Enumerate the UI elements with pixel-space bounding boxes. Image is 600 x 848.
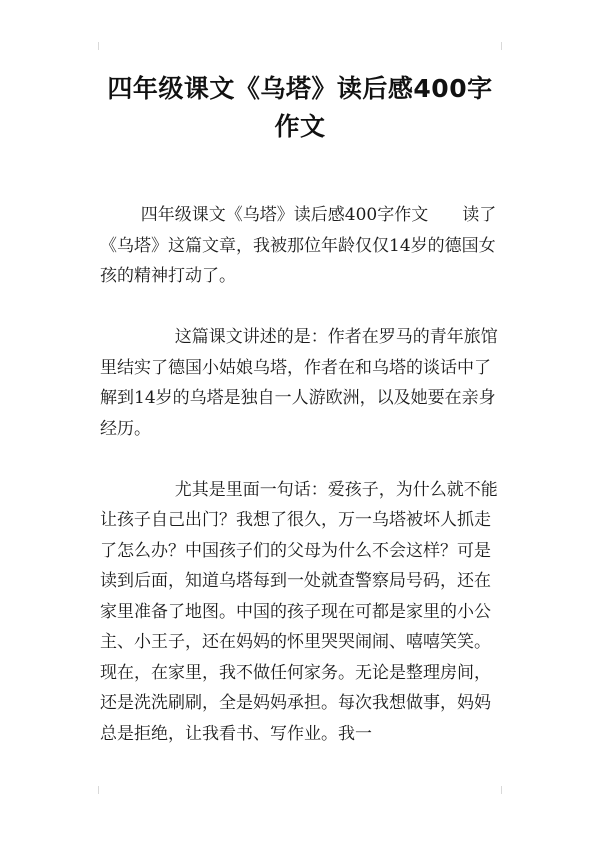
page-corner-mark	[98, 786, 99, 794]
document-body	[100, 200, 503, 780]
page-corner-mark	[501, 42, 502, 50]
paragraph-summary: 这篇课文讲述的是：作者在罗马的青年旅馆里结实了德国小姑娘乌塔，作者在和乌塔的谈话中了解到14岁的乌塔是独自一人游欧洲，以及她要在亲身经历。	[100, 327, 498, 439]
page-corner-mark	[98, 42, 99, 50]
page-corner-mark	[501, 786, 502, 794]
document-title: 四年级课文《乌塔》读后感400字作文	[107, 74, 493, 141]
paragraph-intro: 四年级课文《乌塔》读后感400字作文 读了《乌塔》这篇文章，我被那位年龄仅仅14岁的德国女孩的精神打动了。	[100, 205, 497, 286]
paragraph-reflection: 尤其是里面一句话：爱孩子，为什么就不能让孩子自己出门？我想了很久，万一乌塔被坏人抓走了怎么办？中国孩子们的父母为什么不会这样？可是读到后面，知道乌塔每到一处就查警察局号码，还在家里准备了地图。中国的孩子现在可都是家里的小公主、小王子，还在妈妈的怀里哭哭闹闹、嘻嘻笑笑。现在，在家里，我不做任何家务。无论是整理房间，还是洗洗刷刷，全是妈妈承担。每次我想做事，妈妈总是拒绝，让我看书、写作业。我一	[100, 479, 498, 744]
